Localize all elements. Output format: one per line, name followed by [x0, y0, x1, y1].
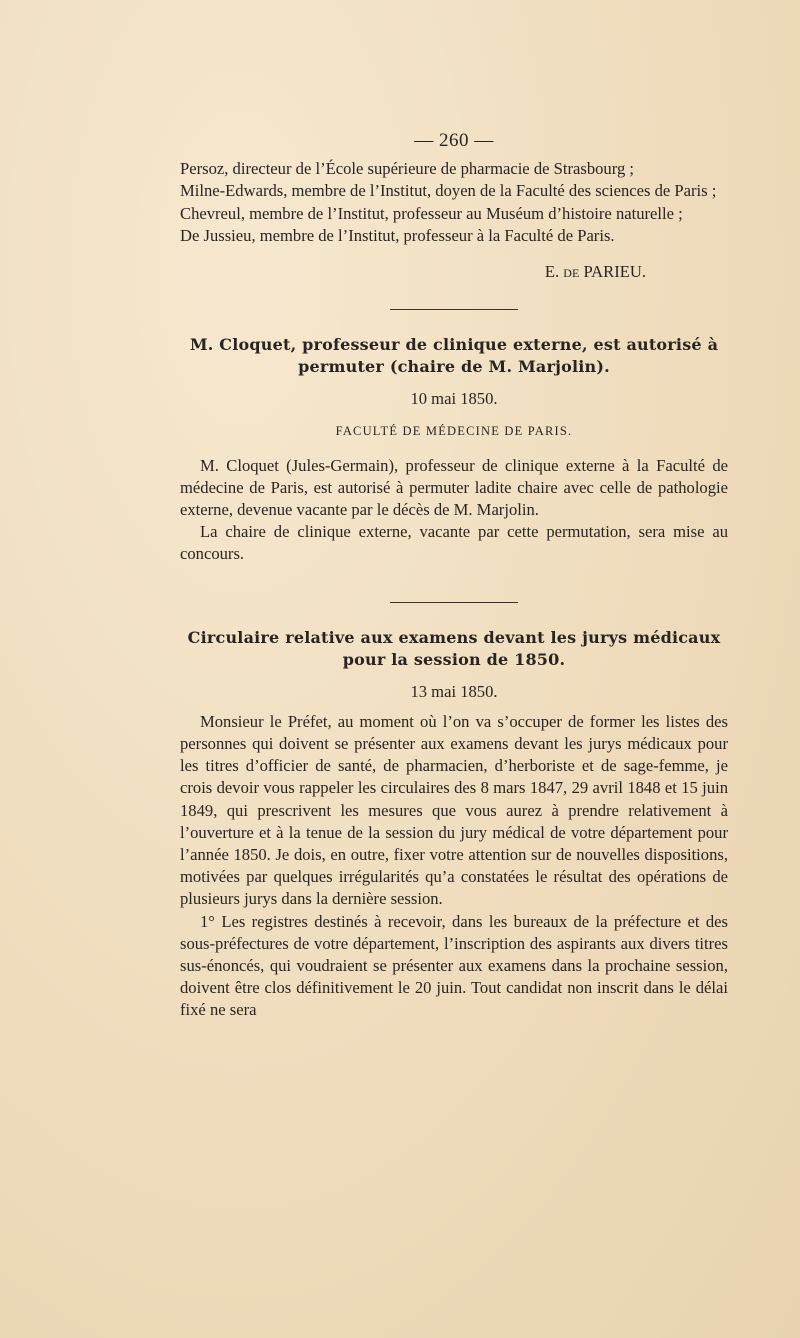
signature-name: PARIEU. [583, 262, 646, 282]
top-line-2: Milne-Edwards, membre de l’Institut, doyen de la Faculté des sciences de Paris ; [180, 181, 717, 201]
signature [180, 261, 646, 283]
section2-paragraph-2: 1° Les registres destinés à recevoir, dans les bureaux de la préfecture et des sous-préfectures de votre département, l’inscription des aspirants aux divers titres sus-énoncés, qui voudraient se présenter aux examens dans la prochaine session, doivent être clos définitivement le 20 juin. Tout candidat non inscrit dans le délai fixé ne sera [180, 911, 728, 1020]
section1-paragraph-1: M. Cloquet (Jules-Germain), professeur de clinique externe à la Faculté de médecine de Paris, est autorisé à permuter ladite chaire avec celle de pathologie externe, devenue vacante par le décès de M. Marjolin. [180, 455, 728, 520]
section-divider [390, 309, 518, 310]
section2-body [180, 711, 728, 1022]
signature-particle: de [563, 262, 580, 282]
section1-body [180, 455, 728, 566]
top-block [180, 158, 728, 247]
section1-date: 10 mai 1850. [410, 389, 498, 409]
page-number: — 260 — [414, 130, 494, 151]
section2-date: 13 mai 1850. [410, 681, 498, 701]
section2-heading: Circulaire relative aux examens devant les jurys médicaux pour la session de 1850. [187, 627, 721, 669]
top-line-3: Chevreul, membre de l’Institut, professeur au Muséum d’histoire naturelle ; [180, 203, 683, 223]
section1-faculty: FACULTÉ DE MÉDECINE DE PARIS. [335, 424, 573, 439]
section1-paragraph-2: La chaire de clinique externe, vacante par cette permutation, sera mise au concours. [180, 522, 728, 564]
document-page [180, 130, 728, 1022]
signature-initial: E. [544, 262, 560, 282]
top-line-1: Persoz, directeur de l’École supérieure de pharmacie de Strasbourg ; [180, 159, 634, 179]
top-line-4: De Jussieu, membre de l’Institut, professeur à la Faculté de Paris. [180, 225, 615, 245]
section1-heading: M. Cloquet, professeur de clinique externe, est autorisé à permuter (chaire de M. Marjolin). [189, 335, 719, 377]
section2-paragraph-1: Monsieur le Préfet, au moment où l’on va s’occuper de former les listes des personnes qui doivent se présenter aux examens devant les jurys médicaux pour les titres d’officier de santé, de pharmacien, d’herboriste et de sage-femme, je crois devoir vous rappeler les circulaires des 8 mars 1847, 29 avril 1848 et 15 juin 1849, qui prescrivent les mesures que vous aurez à prendre relativement à l’ouverture et à la tenue de la session du jury médical de votre département pour l’année 1850. Je dois, en outre, fixer votre attention sur de nouvelles dispositions, motivées par quelques irrégularités qu’a constatées le résultat des opérations de plusieurs jurys dans la dernière session. [180, 711, 728, 909]
section-divider [390, 602, 518, 603]
